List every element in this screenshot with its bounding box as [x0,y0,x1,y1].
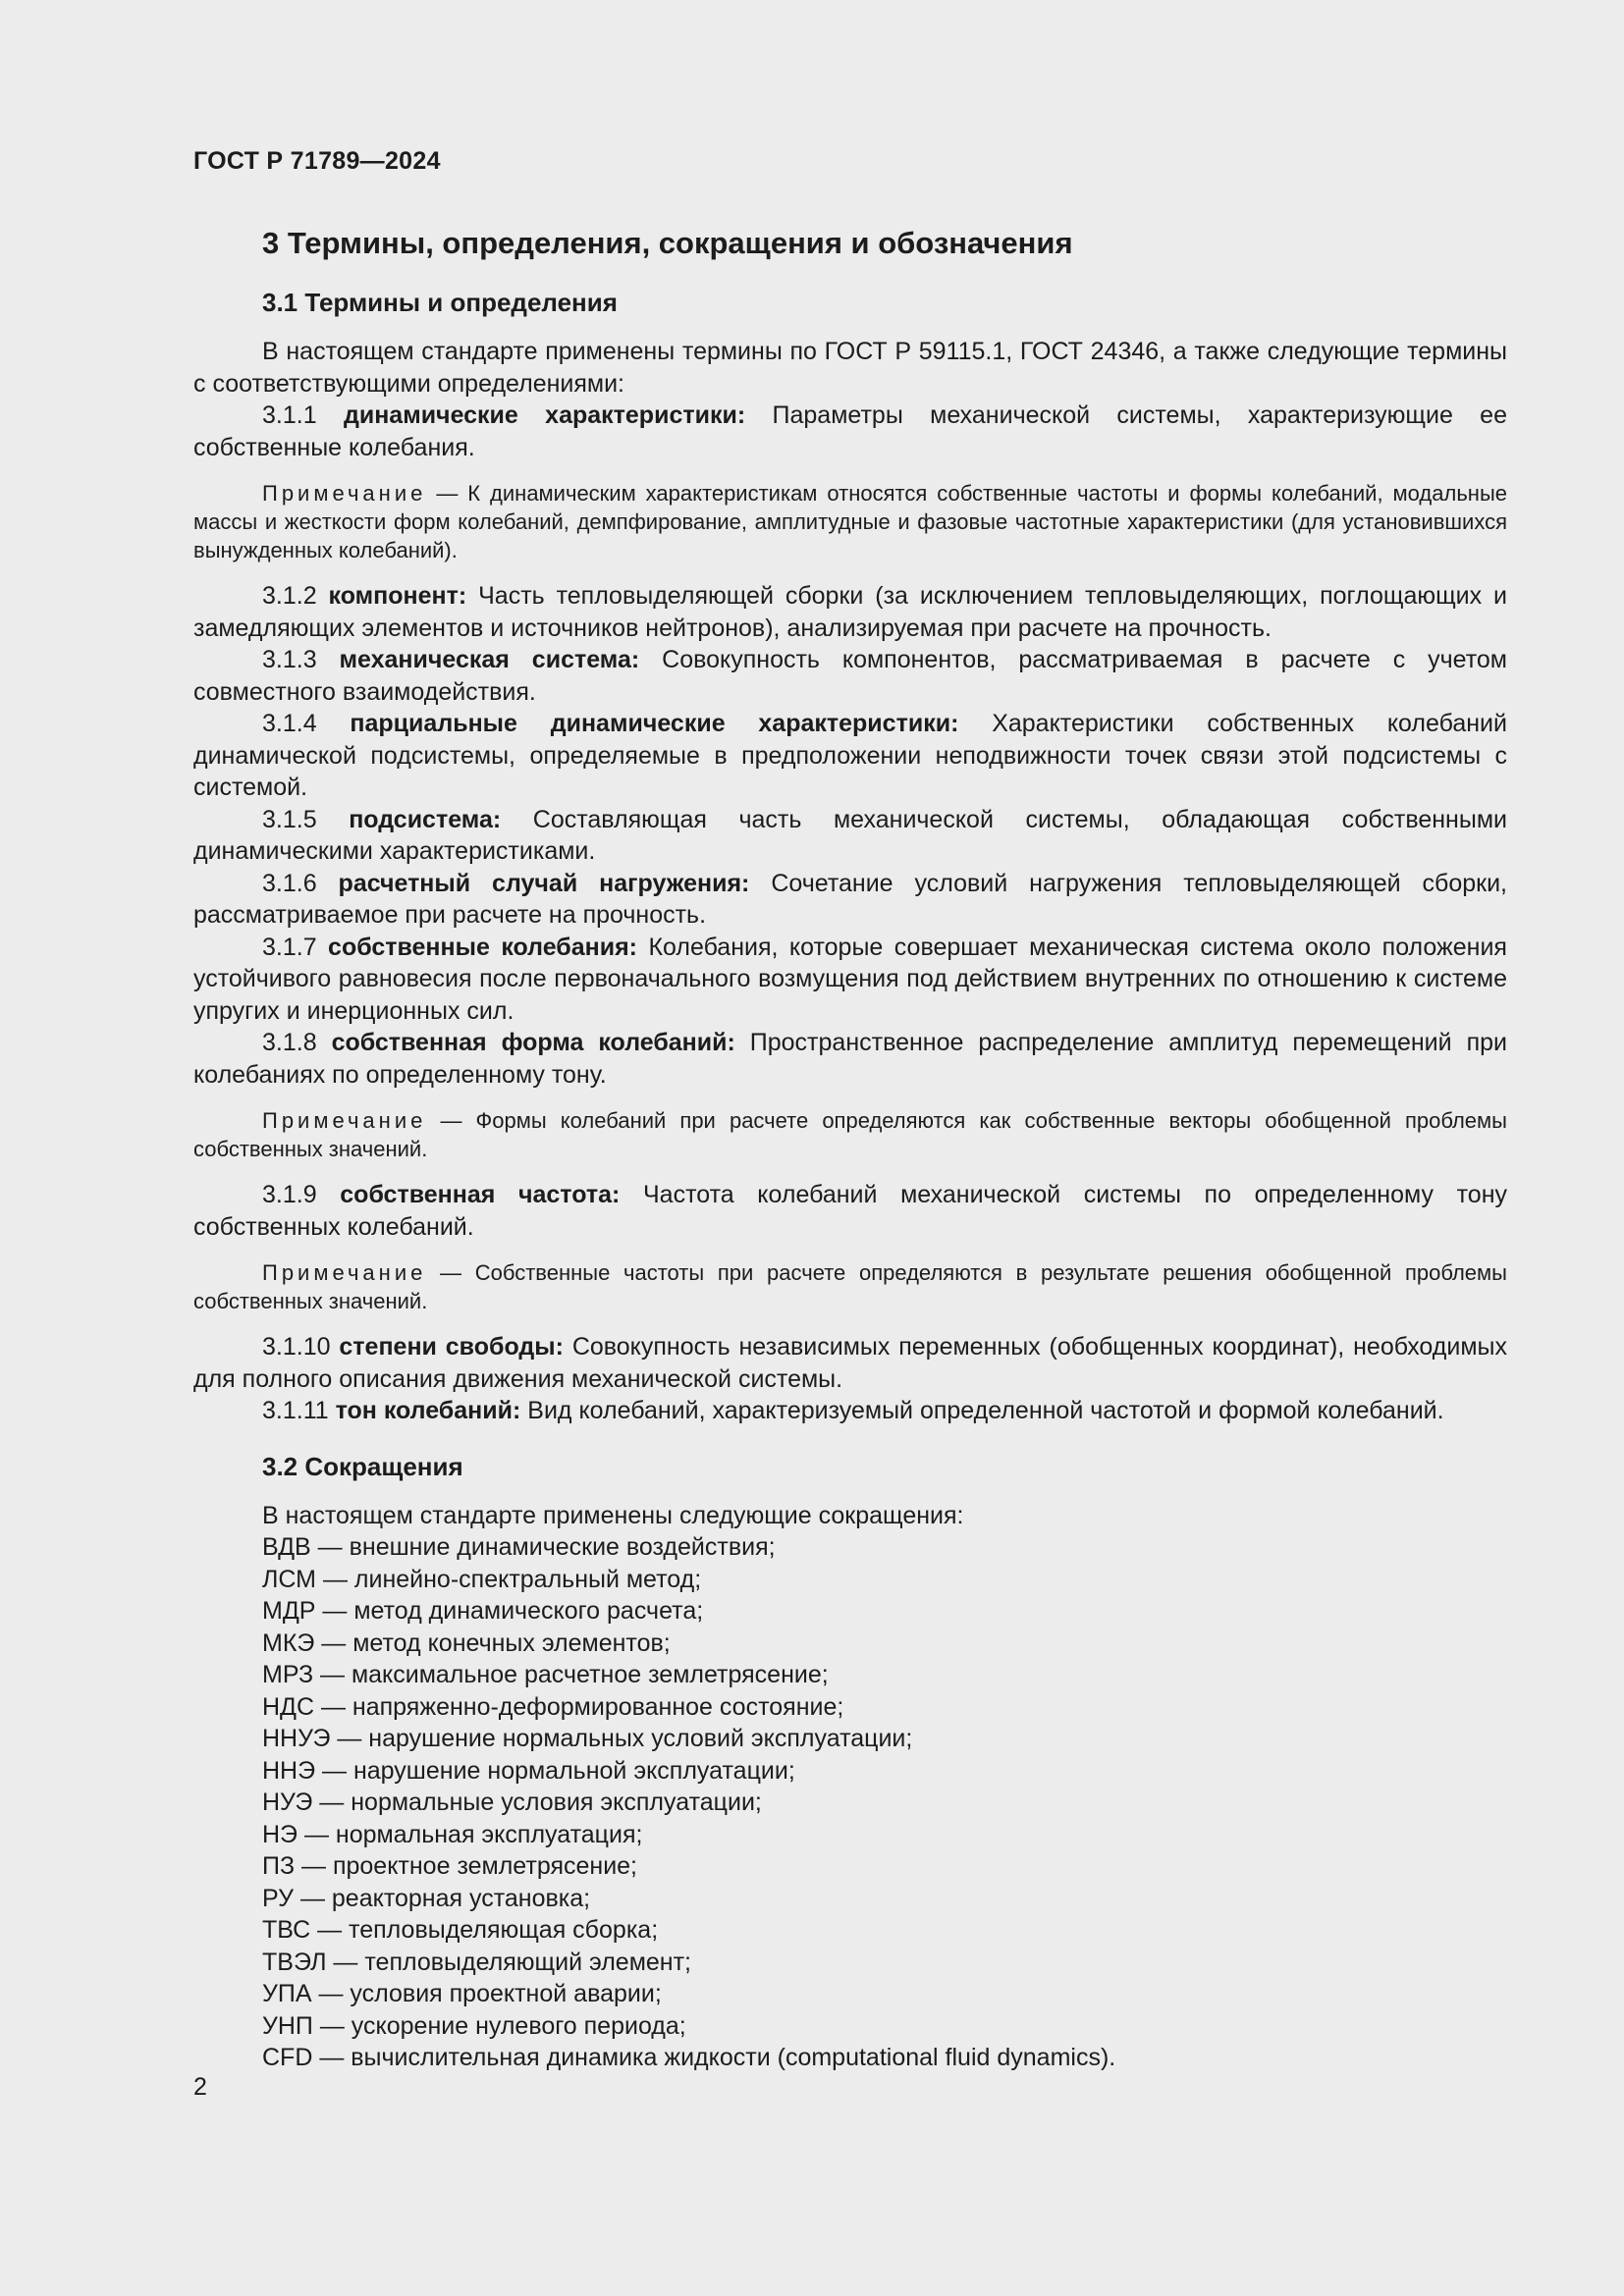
abbreviation-item: МРЗ — максимальное расчетное землетрясение; [262,1661,829,1688]
term-definition: Сочетание условий нагружения тепловыделяющей сборки, рассматриваемое при расчете на прочность. [193,869,1507,929]
term-definition: Параметры механической системы, характеризующие ее собственные колебания. [193,401,1507,461]
term-entry [193,1331,1507,1395]
abbreviation-item: РУ — реакторная установка; [262,1884,591,1912]
term-number: 3.1.9 [262,1181,317,1208]
term-entry [193,868,1507,932]
abbreviation-item: ЛСМ — линейно-спектральный метод; [262,1565,702,1593]
abbreviations-list [193,1500,1507,2074]
term-number: 3.1.5 [262,805,317,833]
term-entry [193,1179,1507,1243]
abbreviation-item: УНП — ускорение нулевого периода; [262,2011,686,2040]
document-code: ГОСТ Р 71789—2024 [193,147,441,175]
term-note [193,1258,1507,1315]
abbreviation-item: МКЭ — метод конечных элементов; [262,1629,671,1657]
term-note [193,479,1507,564]
term-name: механическая система: [339,646,640,673]
term-definition: Составляющая часть механической системы, обладающая собственными динамическими характеристиками. [193,805,1507,865]
abbreviation-item: НУЭ — нормальные условия эксплуатации; [262,1789,762,1816]
abbreviation-item: НЭ — нормальная эксплуатация; [262,1820,643,1848]
term-entry [193,580,1507,644]
abbreviation-item: ТВЭЛ — тепловыделяющий элемент; [262,1948,691,1976]
term-entry [193,1395,1507,1427]
term-definition: Характеристики собственных колебаний динамической подсистемы, определяемые в предположении неподвижности точек связи этой подсистемы с системой. [193,710,1507,801]
term-definition: Частота колебаний механической системы по определенному тону собственных колебаний. [193,1181,1508,1241]
term-definition: Совокупность компонентов, рассматриваемая в расчете с учетом совместного взаимодействия. [193,646,1507,706]
term-definition: Вид колебаний, характеризуемый определенной частотой и формой колебаний. [527,1397,1444,1424]
abbreviations-subsection-title: 3.2 Сокращения [262,1451,463,1481]
abbreviation-item: CFD — вычислительная динамика жидкости (computational fluid dynamics). [262,2044,1116,2071]
note-label: Примечание [262,1260,427,1285]
page-content [193,222,1507,2074]
term-name: компонент: [328,582,467,610]
note-text: — Формы колебаний при расчете определяются как собственные векторы обобщенной проблемы собственных значений. [193,1108,1507,1161]
terms-intro: В настоящем стандарте применены термины по ГОСТ Р 59115.1, ГОСТ 24346, а также следующие термины с соответствующими определениями: [193,338,1507,398]
abbreviation-item: ВДВ — внешние динамические воздействия; [262,1533,776,1561]
abbreviation-item: ПЗ — проектное землетрясение; [262,1852,638,1880]
abbreviation-item: НДС — напряженно-деформированное состояние; [262,1692,844,1721]
note-text: — Собственные частоты при расчете определяются в результате решения обобщенной проблемы собственных значений. [193,1260,1507,1313]
term-name: собственные колебания: [328,933,637,961]
term-entry [193,708,1507,804]
term-name: подсистема: [349,805,502,833]
term-name: парциальные динамические характеристики: [350,710,959,737]
term-name: собственная форма колебаний: [331,1029,735,1056]
term-number: 3.1.1 [262,401,317,429]
term-entry [193,1027,1507,1091]
term-number: 3.1.4 [262,710,317,737]
term-entry [193,400,1507,463]
term-definition: Пространственное распределение амплитуд перемещений при колебаниях по определенному тону. [193,1029,1507,1089]
abbreviation-item: ТВС — тепловыделяющая сборка; [262,1916,659,1944]
term-definition: Совокупность независимых переменных (обобщенных координат), необходимых для полного описания движения механической системы. [193,1333,1507,1393]
term-definition: Колебания, которые совершает механическая система около положения устойчивого равновесия после первоначального возмущения под действием внутренних по отношению к системе упругих и инерционных сил. [193,933,1507,1025]
note-label: Примечание [262,481,427,506]
term-entry [193,932,1507,1028]
term-number: 3.1.11 [262,1397,329,1424]
term-note [193,1106,1507,1163]
abbreviation-item: ННЭ — нарушение нормальной эксплуатации; [262,1756,795,1785]
term-number: 3.1.10 [262,1333,331,1361]
abbreviation-items [262,1531,1507,2074]
terms-list [193,400,1507,1427]
term-entry [193,804,1507,868]
abbreviation-item: УПА — условия проектной аварии; [262,1980,662,2007]
term-entry [193,644,1507,708]
term-name: собственная частота: [340,1181,621,1208]
term-name: тон колебаний: [335,1397,521,1424]
term-definition: Часть тепловыделяющей сборки (за исключением тепловыделяющих, поглощающих и замедляющих элементов и источников нейтронов), анализируемая при расчете на прочность. [193,582,1508,642]
term-name: динамические характеристики: [343,401,746,429]
section-title: 3 Термины, определения, сокращения и обозначения [262,226,1073,260]
term-number: 3.1.8 [262,1029,317,1056]
terms-subsection-title: 3.1 Термины и определения [262,288,618,317]
term-name: расчетный случай нагружения: [338,869,750,897]
term-number: 3.1.7 [262,933,317,961]
term-number: 3.1.3 [262,646,317,673]
abbreviations-intro: В настоящем стандарте применены следующие сокращения: [262,1501,964,1529]
page-number: 2 [193,2073,207,2101]
note-text: — К динамическим характеристикам относятся собственные частоты и формы колебаний, модальные массы и жесткости форм колебаний, демпфирование, амплитудные и фазовые частотные характеристики (для установившихся вынужденных колебаний). [193,481,1507,562]
term-number: 3.1.6 [262,869,317,897]
term-number: 3.1.2 [262,582,317,610]
term-name: степени свободы: [339,1333,564,1361]
note-label: Примечание [262,1108,427,1133]
abbreviation-item: ННУЭ — нарушение нормальных условий эксплуатации; [262,1725,913,1752]
abbreviation-item: МДР — метод динамического расчета; [262,1597,704,1625]
